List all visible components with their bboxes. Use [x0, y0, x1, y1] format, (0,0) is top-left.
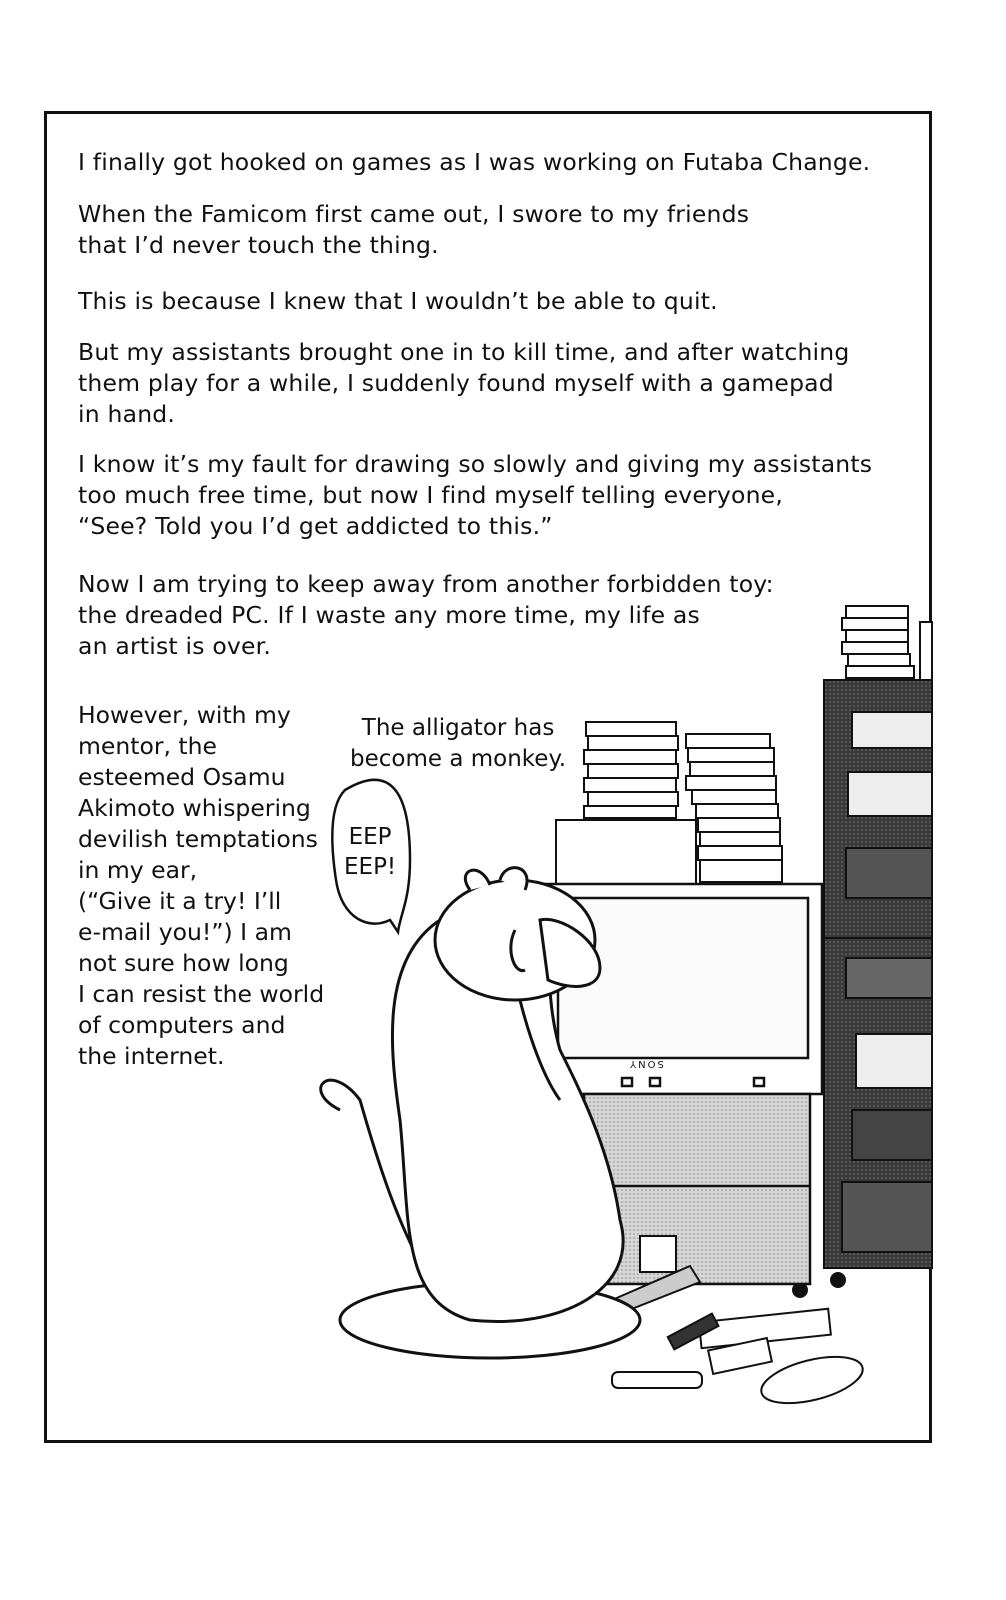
paragraph-3: This is because I knew that I wouldn’t be able to quit.	[78, 287, 718, 315]
paragraph-2: When the Famicom first came out, I swore to my friends that I’d never touch the thing.	[78, 200, 750, 259]
paragraph-5: I know it’s my fault for drawing so slowly and giving my assistants too much free time, but now I find myself telling everyone, “See? Told you I’d get addicted to this.”	[78, 450, 873, 540]
paragraph-4: But my assistants brought one in to kill time, and after watching them play for a while, I suddenly found myself with a gamepad in hand.	[78, 338, 850, 428]
illustration-caption: The alligator has become a monkey.	[350, 715, 567, 772]
speech-bubble-text: EEP EEP!	[344, 824, 397, 880]
paragraph-1: I finally got hooked on games as I was working on Futaba Change.	[78, 148, 871, 176]
tv-brand-label: SONY	[628, 1058, 664, 1069]
tape-stack-top	[842, 606, 932, 680]
side-text: However, with my mentor, the esteemed Osamu Akimoto whispering devilish temptations in my ear, (“Give it a try! I’ll e-mail you!”) I am not sure how long I can resist the world of computers and the internet.	[78, 701, 325, 1070]
tape-stacks	[556, 722, 782, 884]
paragraph-6: Now I am trying to keep away from another forbidden toy: the dreaded PC. If I waste any more time, my life as an artist is over.	[78, 570, 774, 660]
